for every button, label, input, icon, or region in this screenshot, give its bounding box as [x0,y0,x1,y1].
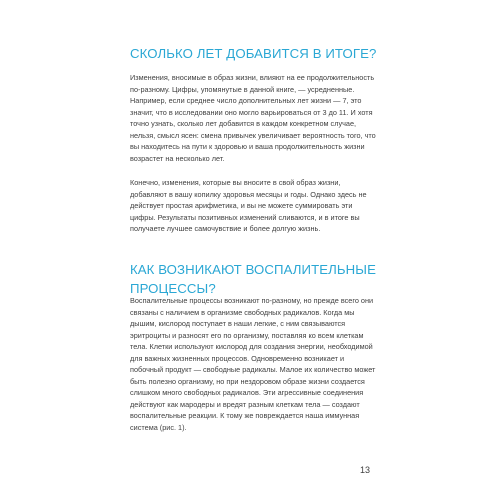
page-number: 13 [360,465,371,475]
section-heading-inflammation: КАК ВОЗНИКАЮТ ВОСПАЛИТЕЛЬНЫЕ ПРОЦЕССЫ? [130,262,376,296]
section-heading-lifespan: СКОЛЬКО ЛЕТ ДОБАВИТСЯ В ИТОГЕ? [130,46,377,61]
body-paragraph-2: Конечно, изменения, которые вы вносите в свой образ жизни, добавляют в вашу копилку здоровья месяцы и годы. Однако здесь не действует простая арифметика, и вы не можете суммировать эти цифры. Результаты позитивных изменений сливаются, и в итоге вы получаете лучшее самочувствие и более долгую жизнь. [130,178,367,233]
body-paragraph-1: Изменения, вносимые в образ жизни, влияют на ее продолжительность по-разному. Цифры, упомянутые в данной книге, — усредненные. Например, если среднее число дополнительных лет жизни — 7, это значит, что в исследовании оно могло варьироваться от 3 до 11. И хотя точно узнать, сколько лет добавится в каждом конкретном случае, нельзя, смысл ясен: смена привычек увеличивает вероятность того, что вы находитесь на пути к здоровью и ваша продолжительность жизни возрастет на несколько лет. [130,73,376,163]
body-paragraph-3: Воспалительные процессы возникают по-разному, но прежде всего они связаны с наличием в организме свободных радикалов. Когда мы дышим, кислород поступает в наши легкие, с ним связываются эритроциты и разносят его по организму, поставляя ко всем клеткам тела. Клетки используют кислород для создания энергии, необходимой для важных жизненных процессов. Одновременно возникает и побочный продукт — свободные радикалы. Малое их количество может быть полезно организму, но при нездоровом образе жизни создается слишком много свободных радикалов. Эти агрессивные соединения действуют как мародеры и вредят разным клеткам тела — создают воспалительные реакции. К тому же повреждается наша иммунная система (рис. 1). [130,296,376,432]
